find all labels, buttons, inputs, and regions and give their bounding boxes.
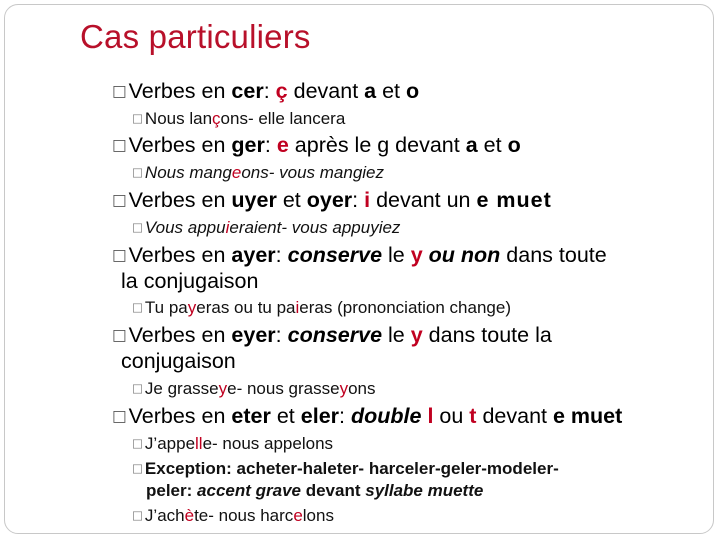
rule-eyer-continued: conjugaison <box>121 349 236 373</box>
bullet-box-icon: □ <box>132 508 143 522</box>
rule-uyer-oyer: □Verbes en uyer et oyer: i devant un e muet <box>112 188 552 212</box>
bullet-box-icon: □ <box>132 381 143 395</box>
rule-ayer-continued: la conjugaison <box>121 269 259 293</box>
rule-ayer: □Verbes en ayer: conserve le y ou non dans toute <box>112 243 607 267</box>
bullet-box-icon: □ <box>132 165 143 179</box>
bullet-box-icon: □ <box>132 461 143 475</box>
bullet-box-icon: □ <box>132 220 143 234</box>
exception-rule: peler: accent grave devant syllabe muette <box>146 481 484 500</box>
bullet-box-icon: □ <box>112 82 127 100</box>
slide-title: Cas particuliers <box>80 18 311 55</box>
rule-ger: □Verbes en ger: e après le g devant a et o <box>112 133 521 157</box>
example-uyer: □ Vous appuieraient- vous appuyiez <box>132 218 401 237</box>
bullet-box-icon: □ <box>132 111 143 125</box>
rule-eyer: □Verbes en eyer: conserve le y dans toute la <box>112 323 552 347</box>
bullet-box-icon: □ <box>112 407 127 425</box>
rule-eter-eler: □Verbes en eter et eler: double l ou t devant e muet <box>112 404 623 428</box>
bullet-box-icon: □ <box>112 326 127 344</box>
exception-list: □ Exception: acheter-haleter- harceler-geler-modeler- <box>132 459 559 478</box>
example-cer: □ Nous lançons- elle lancera <box>132 109 346 128</box>
bullet-box-icon: □ <box>132 436 143 450</box>
bullet-box-icon: □ <box>112 246 127 264</box>
example-ayer: □ Tu payeras ou tu paieras (prononciation change) <box>132 298 511 317</box>
example-eler: □ J’appelle- nous appelons <box>132 434 334 453</box>
example-ger: □ Nous mangeons- vous mangiez <box>132 163 385 182</box>
rule-cer: □Verbes en cer: ç devant a et o <box>112 79 420 103</box>
example-eter: □ J’achète- nous harcelons <box>132 506 334 525</box>
example-eyer: □ Je grasseye- nous grasseyons <box>132 379 376 398</box>
bullet-box-icon: □ <box>112 191 127 209</box>
bullet-box-icon: □ <box>112 136 127 154</box>
bullet-box-icon: □ <box>132 300 143 314</box>
